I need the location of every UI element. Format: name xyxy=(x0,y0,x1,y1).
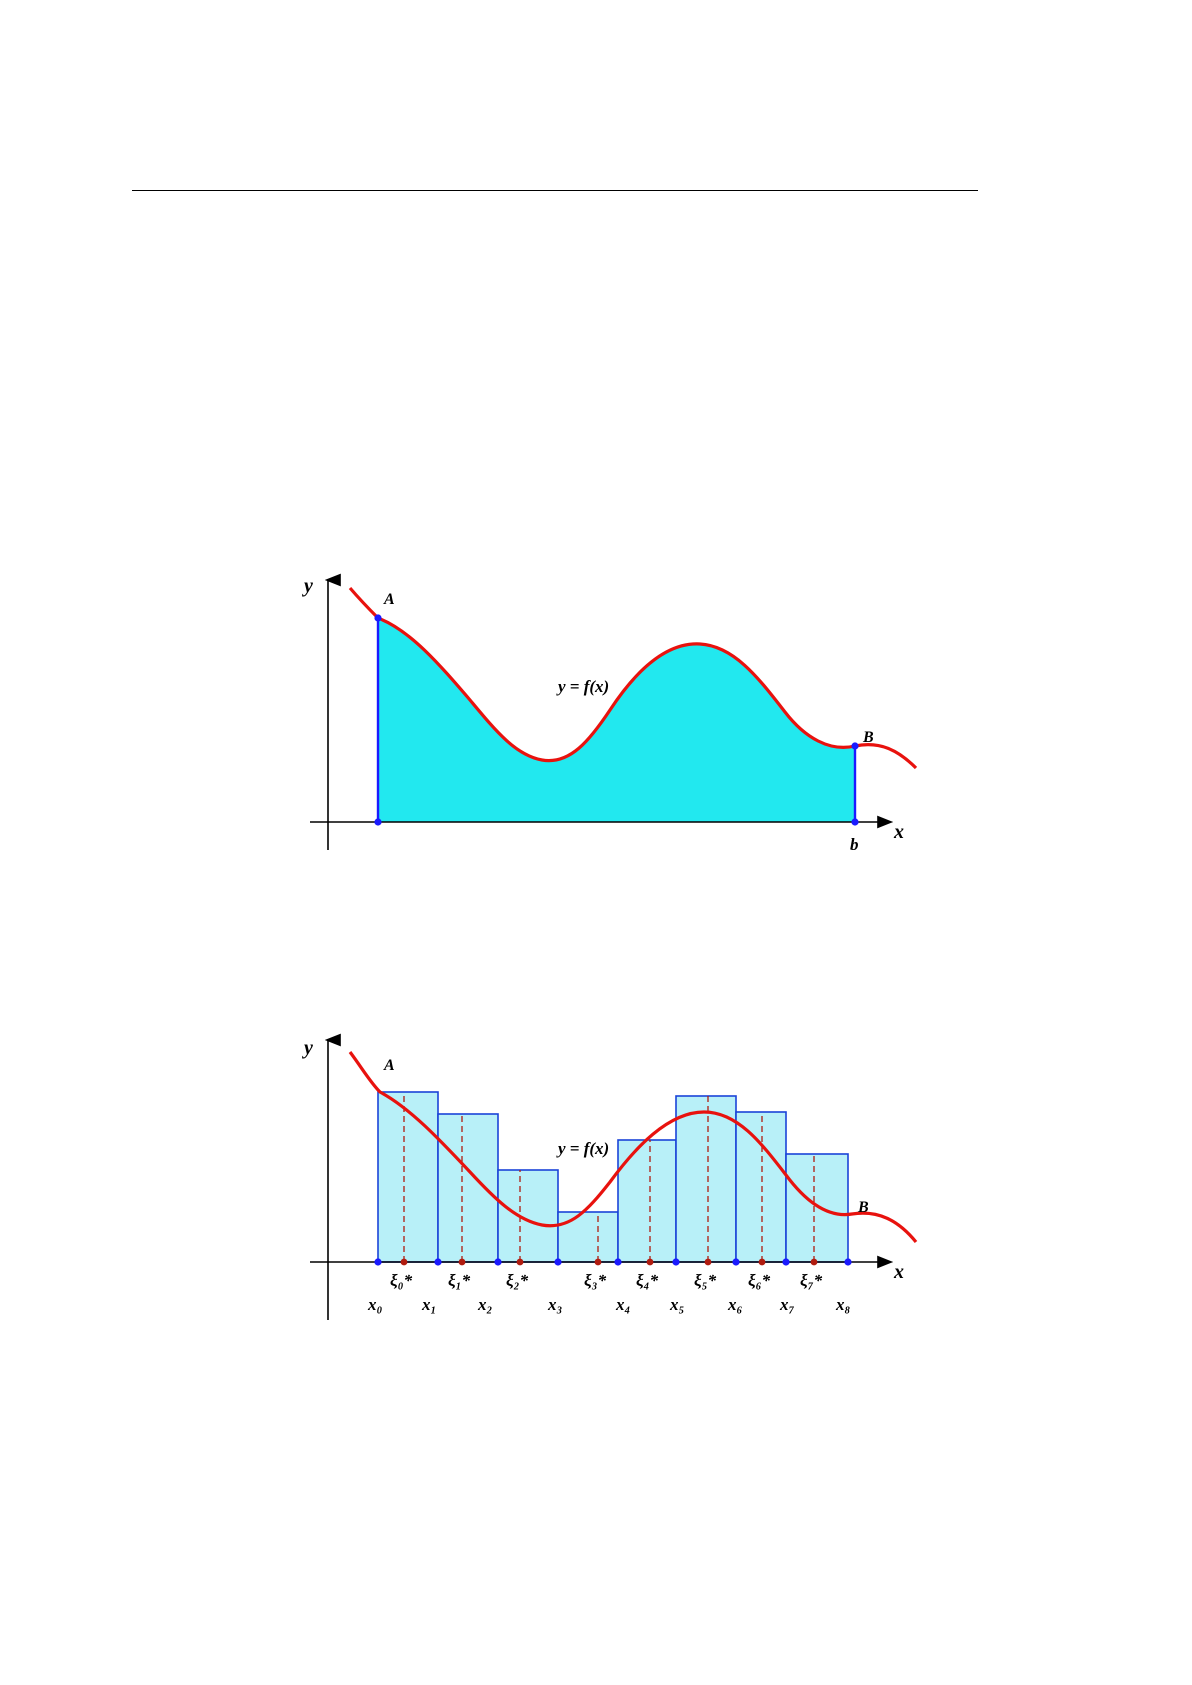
sample-dot xyxy=(759,1259,766,1266)
sample-label-7: ξ₇* xyxy=(800,1271,823,1290)
footer-divider xyxy=(132,1560,978,1561)
sample-label-5: ξ₅* xyxy=(694,1271,717,1290)
riemann-rect xyxy=(558,1212,618,1262)
partition-dot xyxy=(732,1258,739,1265)
header-divider xyxy=(132,190,978,191)
area-fill xyxy=(378,618,855,822)
sample-dot xyxy=(459,1259,466,1266)
partition-dot xyxy=(554,1258,561,1265)
partition-label-2: x₂ xyxy=(478,1295,493,1314)
riemann-rect xyxy=(736,1112,786,1262)
point-b-base-dot xyxy=(851,818,858,825)
riemann-rect xyxy=(676,1096,736,1262)
partition-dot xyxy=(672,1258,679,1265)
partition-label-6: x₆ xyxy=(728,1295,743,1314)
point-b-dot xyxy=(851,742,858,749)
tick-label-b: b xyxy=(850,835,859,854)
sample-dot xyxy=(647,1259,654,1266)
point-a-base-dot xyxy=(374,818,381,825)
figure-area-under-curve xyxy=(280,560,940,870)
partition-label-1: x₁ xyxy=(422,1295,437,1314)
partition-dot xyxy=(374,1258,381,1265)
partition-dot xyxy=(844,1258,851,1265)
riemann-rect xyxy=(786,1154,848,1262)
partition-label-7: x₇ xyxy=(780,1295,795,1314)
sample-label-3: ξ₃* xyxy=(584,1271,607,1290)
partition-dot xyxy=(614,1258,621,1265)
sample-dot xyxy=(517,1259,524,1266)
partition-label-8: x₈ xyxy=(836,1295,851,1314)
sample-label-4: ξ₄* xyxy=(636,1271,659,1290)
partition-dot xyxy=(434,1258,441,1265)
x-axis-label: x xyxy=(894,1261,904,1283)
sample-label-0: ξ₀* xyxy=(390,1271,413,1290)
partition-label-0: x₀ xyxy=(368,1295,383,1314)
sample-dot xyxy=(705,1259,712,1266)
sample-dot xyxy=(595,1259,602,1266)
riemann-rect xyxy=(378,1092,438,1262)
y-axis-label: y xyxy=(304,1037,313,1059)
y-axis-label: y xyxy=(304,575,313,597)
point-b-label: B xyxy=(863,729,874,746)
curve-equation-label: y = f(x) xyxy=(558,677,610,696)
point-a-label: A xyxy=(384,591,395,608)
partition-label-5: x₅ xyxy=(670,1295,685,1314)
riemann-rect xyxy=(498,1170,558,1262)
sample-dot xyxy=(811,1259,818,1266)
partition-label-3: x₃ xyxy=(548,1295,563,1314)
sample-label-1: ξ₁* xyxy=(448,1271,471,1290)
x-axis-label: x xyxy=(894,821,904,843)
partition-label-4: x₄ xyxy=(616,1295,631,1314)
point-a-dot xyxy=(374,614,381,621)
sample-label-6: ξ₆* xyxy=(748,1271,771,1290)
sample-label-2: ξ₂* xyxy=(506,1271,529,1290)
riemann-rect xyxy=(438,1114,498,1262)
riemann-rect xyxy=(618,1140,676,1262)
figure-riemann-sum xyxy=(280,1030,940,1360)
partition-dot xyxy=(782,1258,789,1265)
curve-equation-label: y = f(x) xyxy=(558,1139,610,1158)
point-b-label: B xyxy=(858,1199,869,1216)
sample-dot xyxy=(401,1259,408,1266)
partition-dot xyxy=(494,1258,501,1265)
point-a-label: A xyxy=(384,1057,395,1074)
